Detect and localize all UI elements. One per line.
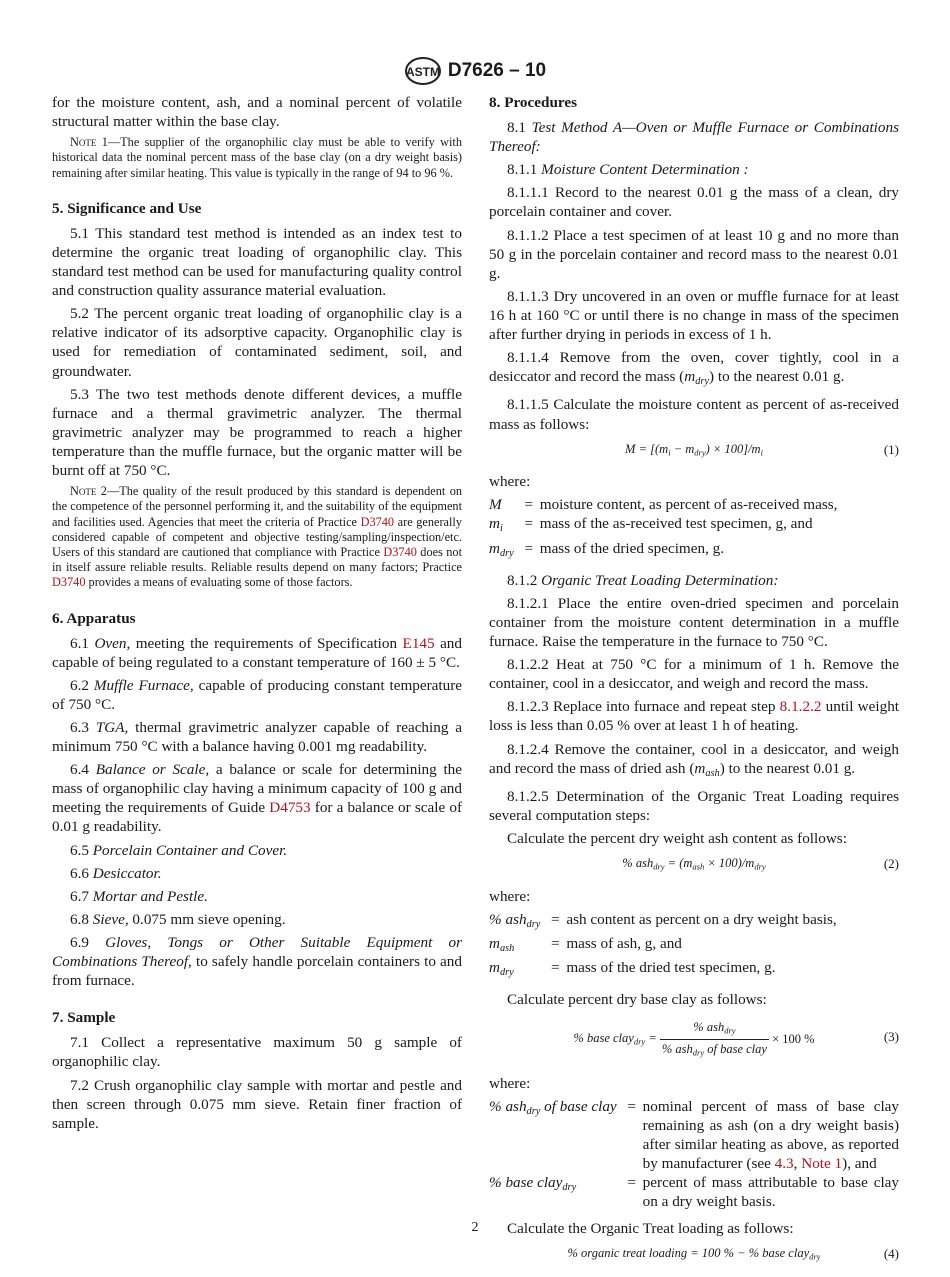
equation [489, 1018, 899, 1062]
note-label: Note 2 [70, 484, 107, 499]
paragraph: 8.1.1.3 Dry uncovered in an oven or muffle furnace for at least 16 h at 160 °C or until there is no change in mass of the specimen after further drying in periods in excess of 1 h. [489, 287, 899, 344]
variable-definition: percent of mass attributable to base clay on a dry weight basis. [642, 1174, 899, 1211]
designation: D7626 – 10 [447, 60, 547, 81]
paragraph: 5.3 The two test methods denote different devices, a muffle furnace and a thermal gravimetric analyzer. The thermal gravimetric analyzer may be programmed to reach a higher temperature than the muffle furnace, but the organic matter will be burnt off at 750 °C. [52, 385, 462, 480]
variable-definitions [489, 1097, 899, 1212]
paragraph: 8.1.2.3 Replace into furnace and repeat step 8.1.2.2 until weight loss is less than 0.05 % over at least 1 h of heating. [489, 698, 900, 735]
paragraph: where: [489, 887, 531, 905]
section-heading: 6. Apparatus [52, 609, 136, 627]
paragraph: 6.4 Balance or Scale, a balance or scale for determining the mass of organophilic clay having a minimum capacity of 100 g and meeting the requirements of Guide D4753 for a balance or scale of 0.01 g readability. [52, 761, 463, 836]
section-heading: 7. Sample [52, 1009, 116, 1027]
variable-term: $m_{dry}$ [489, 539, 514, 559]
equation: % $ash_{dry} = (m_{ash} \times 100)/m_{dry}$ (2) [622, 856, 899, 872]
reference-link[interactable]: D3740 [383, 544, 417, 559]
paragraph: 7.1 Collect a representative maximum 50 g sample of organophilic clay. [52, 1034, 462, 1071]
subscript: ash [705, 767, 720, 779]
paragraph: 8.1.2.5 Determination of the Organic Treat Loading requires several computation steps: [489, 787, 899, 824]
variable-definitions [489, 910, 899, 983]
paragraph: 8.1.1.5 Calculate the moisture content as percent of as-received mass as follows: [489, 396, 899, 433]
equation-factor: × 100 % [768, 1031, 815, 1046]
italic-text: Desiccator. [92, 864, 162, 882]
paragraph: Calculate the Organic Treat loading as follows: [507, 1220, 794, 1238]
equals-sign: = [524, 539, 534, 557]
reference-link[interactable]: D4753 [269, 799, 311, 817]
note-label: Note 1 [70, 135, 108, 150]
italic-text: TGA, [95, 719, 129, 736]
note: Note 2—The quality of the result produced by this standard is dependent on the competence of the personnel performing it, and the suitability of the equipment and facilities used. Agencies that meet the criteria of Practice D3740 are generally considered capable of competent and objective testing/sampling/inspection/etc. Users of this standard are cautioned that compliance with Practice D3740 does not in itself assure reliable results. Reliable results depend on many factors; Practice D3740 provides a means of evaluating some of those factors. [52, 484, 462, 590]
equation: $M = [(m_i - m_{dry}) \times 100]/m_i$ (1) [625, 441, 899, 458]
paragraph: 5.1 This standard test method is intended as an index test to determine the organic treat loading of organophilic clay. This standard test method can be used for manufacturing quality control and construction quality assurance material evaluation. [52, 224, 462, 300]
paragraph: 8.1.2 Organic Treat Loading Determination: [507, 571, 779, 589]
equation-number: (3) [883, 1028, 899, 1044]
note: Note 1—The supplier of the organophilic clay must be able to verify with historical data the nominal percent mass of the base clay (on a dry weight basis) remaining after similar heating. This value is typically in the range of 94 to 96 %. [52, 135, 462, 180]
equals-sign: = [551, 910, 560, 928]
equals-sign: = [524, 515, 534, 533]
subscript: dry [562, 1182, 577, 1194]
reference-link[interactable]: 4.3 [774, 1154, 794, 1172]
paragraph: 6.3 TGA, thermal gravimetric analyzer capable of reaching a minimum 750 °C with a balance having 0.001 mg readability. [52, 719, 463, 756]
paragraph: Calculate percent dry base clay as follows: [507, 991, 767, 1009]
italic-text: Mortar and Pestle. [92, 887, 208, 905]
paragraph: for the moisture content, ash, and a nominal percent of volatile structural matter within the base clay. [52, 94, 462, 131]
subscript: dry [526, 1105, 541, 1117]
subscript: dry [653, 861, 665, 872]
paragraph: 8.1.1.4 Remove from the oven, cover tightly, cool in a desiccator and record the mass $(m_{dry})$ to the nearest 0.01 g. [489, 349, 899, 388]
astm-logo-icon [404, 56, 442, 86]
variable-definitions [489, 495, 899, 562]
paragraph: 8.1.1 Moisture Content Determination : [507, 161, 749, 179]
variable-definition: moisture content, as percent of as-received mass, [539, 496, 838, 514]
paragraph: 8.1.1.1 Record to the nearest 0.01 g the mass of a clean, dry porcelain container and cover. [489, 184, 899, 221]
paragraph: where: [489, 473, 531, 491]
subscript: i [668, 447, 671, 458]
paragraph: 6.6 Desiccator. [70, 864, 162, 882]
variable-definition: mass of the dried test specimen, g. [566, 959, 776, 977]
right-column [489, 93, 899, 1277]
subscript: dry [499, 547, 514, 559]
paragraph: 8.1 Test Method A—Oven or Muffle Furnace or Combinations Thereof: [489, 119, 900, 156]
equation-number: (2) [883, 856, 899, 872]
subscript: dry [754, 861, 766, 872]
subscript: dry [499, 967, 514, 979]
section-heading: 8. Procedures [489, 94, 578, 111]
equals-sign: = [627, 1097, 636, 1115]
variable-definition: ash content as percent on a dry weight basis, [566, 910, 837, 928]
equals-sign: = [551, 935, 560, 953]
subscript: dry [526, 918, 541, 930]
left-column [52, 93, 462, 1137]
italic-text: Porcelain Container and Cover. [92, 841, 288, 859]
paragraph: where: [489, 1074, 531, 1092]
paragraph: 6.1 Oven, meeting the requirements of Specification E145 and capable of being regulated to a constant temperature of 160 ± 5 °C. [52, 634, 462, 671]
subscript: ash [499, 943, 515, 955]
italic-text: Sieve, [92, 910, 129, 928]
paragraph: 8.1.2.4 Remove the container, cool in a desiccator, and weigh and record the mass of dried ash $(m_{ash})$ to the nearest 0.01 g. [489, 740, 899, 779]
subscript: i [499, 523, 503, 535]
reference-link[interactable]: E145 [402, 634, 435, 652]
variable-definition: nominal percent of mass of base clay remaining as ash (on a dry weight basis) after similar heating as above, as reported by manufacturer (see 4.3, Note 1), and [642, 1097, 899, 1172]
variable-definition: mass of the dried specimen, g. [539, 539, 725, 557]
italic-text: m [694, 759, 706, 777]
equals-sign: = [551, 959, 560, 977]
paragraph: 8.1.2.2 Heat at 750 °C for a minimum of 1 h. Remove the container, cool in a desiccator, and weigh and record the mass. [489, 656, 899, 693]
equals-sign: = [524, 496, 534, 514]
equals-sign: = [627, 1174, 636, 1192]
variable-term: $m_{dry}$ [489, 959, 514, 979]
subscript: dry [633, 1036, 646, 1047]
italic-text: Balance or Scale, [95, 761, 210, 779]
equation-lhs: % base clay$_{dry}$ = [573, 1031, 660, 1047]
denominator: % ash$_{dry}$ of base clay [661, 1042, 767, 1058]
subscript: i [760, 447, 763, 458]
italic-text: Moisture Content Determination : [541, 161, 749, 179]
reference-link[interactable]: D3740 [360, 514, 395, 529]
variable-definition: mass of the as-received test specimen, g, and [539, 515, 813, 533]
subscript: dry [692, 1047, 705, 1058]
italic-text: Gloves, Tongs or Other Suitable Equipment or Combinations Thereof, [52, 933, 462, 971]
section-heading: 5. Significance and Use [52, 199, 202, 217]
variable-term: M [489, 496, 502, 514]
svg-text:ASTM: ASTM [405, 65, 440, 79]
fraction [660, 1018, 769, 1062]
paragraph: 8.1.2.1 Place the entire oven-dried specimen and porcelain container from the moisture content determination in a muffle furnace. Raise the temperature in the furnace to 750 °C. [489, 594, 899, 651]
variable-term: $m_{ash}$ [489, 935, 515, 955]
subscript: ash [692, 861, 705, 872]
paragraph: 5.2 The percent organic treat loading of organophilic clay is a relative indicator of its adsorptive capacity. Organophilic clay is used for remediation of contaminated sediment, soil, and groundwater. [52, 305, 462, 380]
equation: % organic treat loading = 100 % − % base clay$_{dry}$ (4) [567, 1246, 899, 1262]
italic-text: m [684, 368, 696, 386]
variable-definition: mass of ash, g, and [566, 935, 682, 953]
numerator: % ash$_{dry}$ [660, 1018, 769, 1041]
paragraph: Calculate the percent dry weight ash content as follows: [507, 830, 847, 848]
italic-text: Test Method A—Oven or Muffle Furnace or Combinations Thereof: [489, 119, 900, 156]
subscript: dry [809, 1251, 821, 1262]
paragraph: 7.2 Crush organophilic clay sample with mortar and pestle and then screen through 0.075 mm sieve. Retain finer fraction of sample. [52, 1076, 462, 1132]
paragraph: 6.8 Sieve, 0.075 mm sieve opening. [70, 910, 286, 928]
equation-number: (1) [883, 441, 899, 457]
italic-text: Muffle Furnace, [93, 676, 194, 694]
reference-link[interactable]: D3740 [52, 575, 86, 590]
variable-term: % base clay$_{dry}$ [489, 1174, 577, 1194]
italic-text: Organic Treat Loading Determination: [541, 571, 779, 589]
subscript: dry [695, 376, 709, 388]
reference-link[interactable]: 8.1.2.2 [779, 698, 822, 716]
subscript: dry [694, 447, 706, 458]
reference-link[interactable]: Note 1 [801, 1154, 843, 1172]
paragraph: 6.5 Porcelain Container and Cover. [70, 841, 288, 859]
subscript: dry [724, 1025, 736, 1036]
page-number: 2 [471, 1220, 479, 1235]
paragraph: 6.2 Muffle Furnace, capable of producing constant temperature of 750 °C. [52, 676, 463, 713]
italic-text: Oven, [94, 634, 131, 652]
variable-term: $m_i$ [489, 515, 503, 535]
variable-term: % ash$_{dry}$ [489, 910, 541, 930]
paragraph: 6.7 Mortar and Pestle. [70, 887, 208, 905]
document-header [0, 56, 950, 86]
paragraph: 6.9 Gloves, Tongs or Other Suitable Equipment or Combinations Thereof, to safely handle porcelain containers to and from furnace. [52, 933, 462, 990]
paragraph: 8.1.1.2 Place a test specimen of at least 10 g and no more than 50 g in the porcelain container and record mass to the nearest 0.01 g. [489, 226, 899, 282]
equation-number: (4) [883, 1246, 899, 1262]
variable-term: % ash$_{dry}$ of base clay [489, 1097, 617, 1117]
